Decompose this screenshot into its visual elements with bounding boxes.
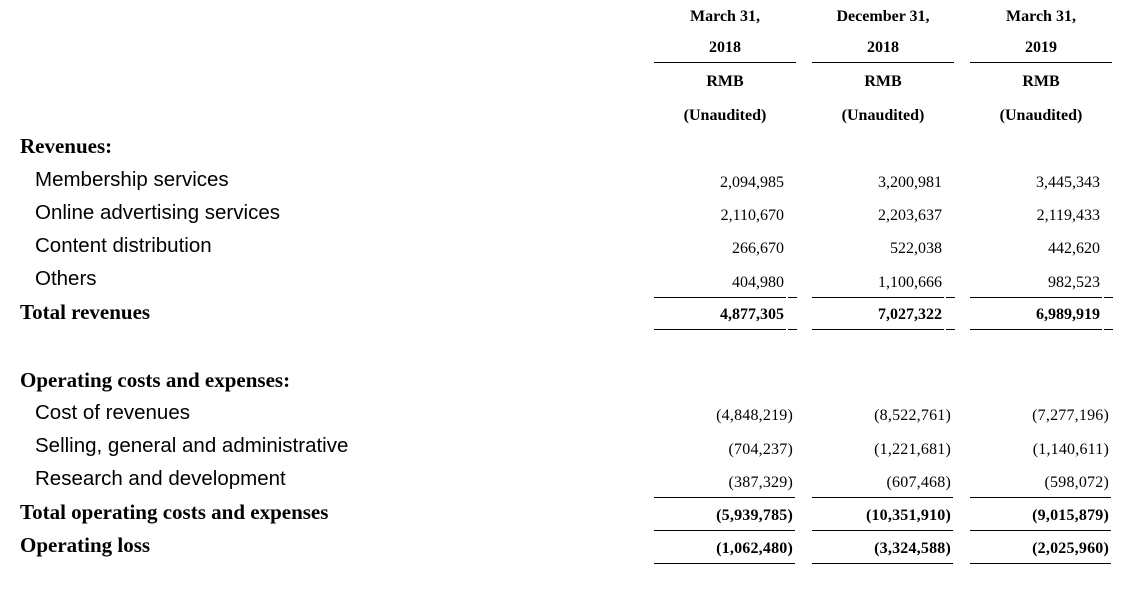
cost-of-revenues-col3: (7,277,196): [1032, 407, 1109, 424]
rule-above-operating-loss-col1: [654, 530, 795, 531]
rnd-col3: (598,072): [1044, 474, 1109, 491]
col1-status: (Unaudited): [683, 107, 767, 124]
total-revenues-col2: 7,027,322: [878, 306, 942, 323]
total-costs-col2: (10,351,910): [865, 507, 951, 524]
rule-below-total-revenues-col1: [654, 329, 786, 330]
rule-above-operating-loss-col2: [812, 530, 953, 531]
col1-currency: RMB: [706, 73, 744, 90]
row-label-content-distribution: Content distribution: [35, 234, 212, 257]
others-col3: 982,523: [1048, 274, 1100, 291]
total-revenues-label: Total revenues: [20, 300, 151, 324]
row-label-research-development: Research and development: [35, 467, 286, 490]
rule-tail-col3: [1104, 297, 1113, 298]
online-ad-col2: 2,203,637: [878, 207, 942, 224]
row-label-cost-of-revenues: Cost of revenues: [35, 401, 190, 424]
rule-above-total-costs-col3: [970, 497, 1111, 498]
total-revenues-col1: 4,877,305: [720, 306, 784, 323]
rule-above-total-costs-col2: [812, 497, 953, 498]
row-label-others: Others: [35, 267, 97, 290]
membership-col1: 2,094,985: [720, 174, 784, 191]
col3-date-line1: March 31,: [1006, 8, 1076, 25]
online-ad-col3: 2,119,433: [1036, 207, 1100, 224]
sga-col2: (1,221,681): [874, 441, 951, 458]
col2-currency: RMB: [864, 73, 902, 90]
costs-heading: Operating costs and expenses:: [20, 368, 291, 392]
rule-above-total-costs-col1: [654, 497, 795, 498]
rule-tail-col1: [788, 329, 797, 330]
total-costs-col1: (5,939,785): [716, 507, 793, 524]
rule-above-operating-loss-col3: [970, 530, 1111, 531]
rule-above-total-revenues-col2: [812, 297, 944, 298]
row-label-online-advertising: Online advertising services: [35, 201, 280, 224]
rule-tail-col2: [946, 297, 955, 298]
col2-date-line1: December 31,: [836, 8, 930, 25]
others-col2: 1,100,666: [878, 274, 942, 291]
row-label-membership: Membership services: [35, 168, 229, 191]
rule-below-operating-loss-col3: [970, 563, 1111, 564]
col1-date-line2: 2018: [709, 39, 741, 56]
col2-date-line2: 2018: [867, 39, 899, 56]
col3-currency: RMB: [1022, 73, 1060, 90]
rule-above-total-revenues-col1: [654, 297, 786, 298]
total-costs-label: Total operating costs and expenses: [20, 500, 329, 524]
sga-col3: (1,140,611): [1032, 441, 1109, 458]
rule-above-total-revenues-col3: [970, 297, 1102, 298]
revenues-heading: Revenues:: [20, 134, 113, 158]
col3-status: (Unaudited): [999, 107, 1083, 124]
rule-below-total-revenues-col2: [812, 329, 944, 330]
online-ad-col1: 2,110,670: [720, 207, 784, 224]
operating-loss-col2: (3,324,588): [874, 540, 951, 557]
rule-tail-col3: [1104, 329, 1113, 330]
content-dist-col1: 266,670: [732, 240, 784, 257]
rule-below-operating-loss-col2: [812, 563, 953, 564]
rule-tail-col1: [788, 297, 797, 298]
content-dist-col3: 442,620: [1048, 240, 1100, 257]
operating-loss-label: Operating loss: [20, 533, 151, 557]
sga-col1: (704,237): [728, 441, 793, 458]
membership-col2: 3,200,981: [878, 174, 942, 191]
rule-tail-col2: [946, 329, 955, 330]
membership-col3: 3,445,343: [1036, 174, 1100, 191]
cost-of-revenues-col2: (8,522,761): [874, 407, 951, 424]
others-col1: 404,980: [732, 274, 784, 291]
col1-date-line1: March 31,: [690, 8, 760, 25]
col3-date-line2: 2019: [1025, 39, 1057, 56]
col1-header-rule: [654, 62, 796, 63]
total-costs-col3: (9,015,879): [1032, 507, 1109, 524]
row-label-sga: Selling, general and administrative: [35, 434, 349, 457]
rnd-col1: (387,329): [728, 474, 793, 491]
operating-loss-col1: (1,062,480): [716, 540, 793, 557]
rnd-col2: (607,468): [886, 474, 951, 491]
col2-header-rule: [812, 62, 954, 63]
rule-below-operating-loss-col1: [654, 563, 795, 564]
col2-status: (Unaudited): [841, 107, 925, 124]
total-revenues-col3: 6,989,919: [1036, 306, 1100, 323]
content-dist-col2: 522,038: [890, 240, 942, 257]
cost-of-revenues-col1: (4,848,219): [716, 407, 793, 424]
operating-loss-col3: (2,025,960): [1032, 540, 1109, 557]
rule-below-total-revenues-col3: [970, 329, 1102, 330]
col3-header-rule: [970, 62, 1112, 63]
